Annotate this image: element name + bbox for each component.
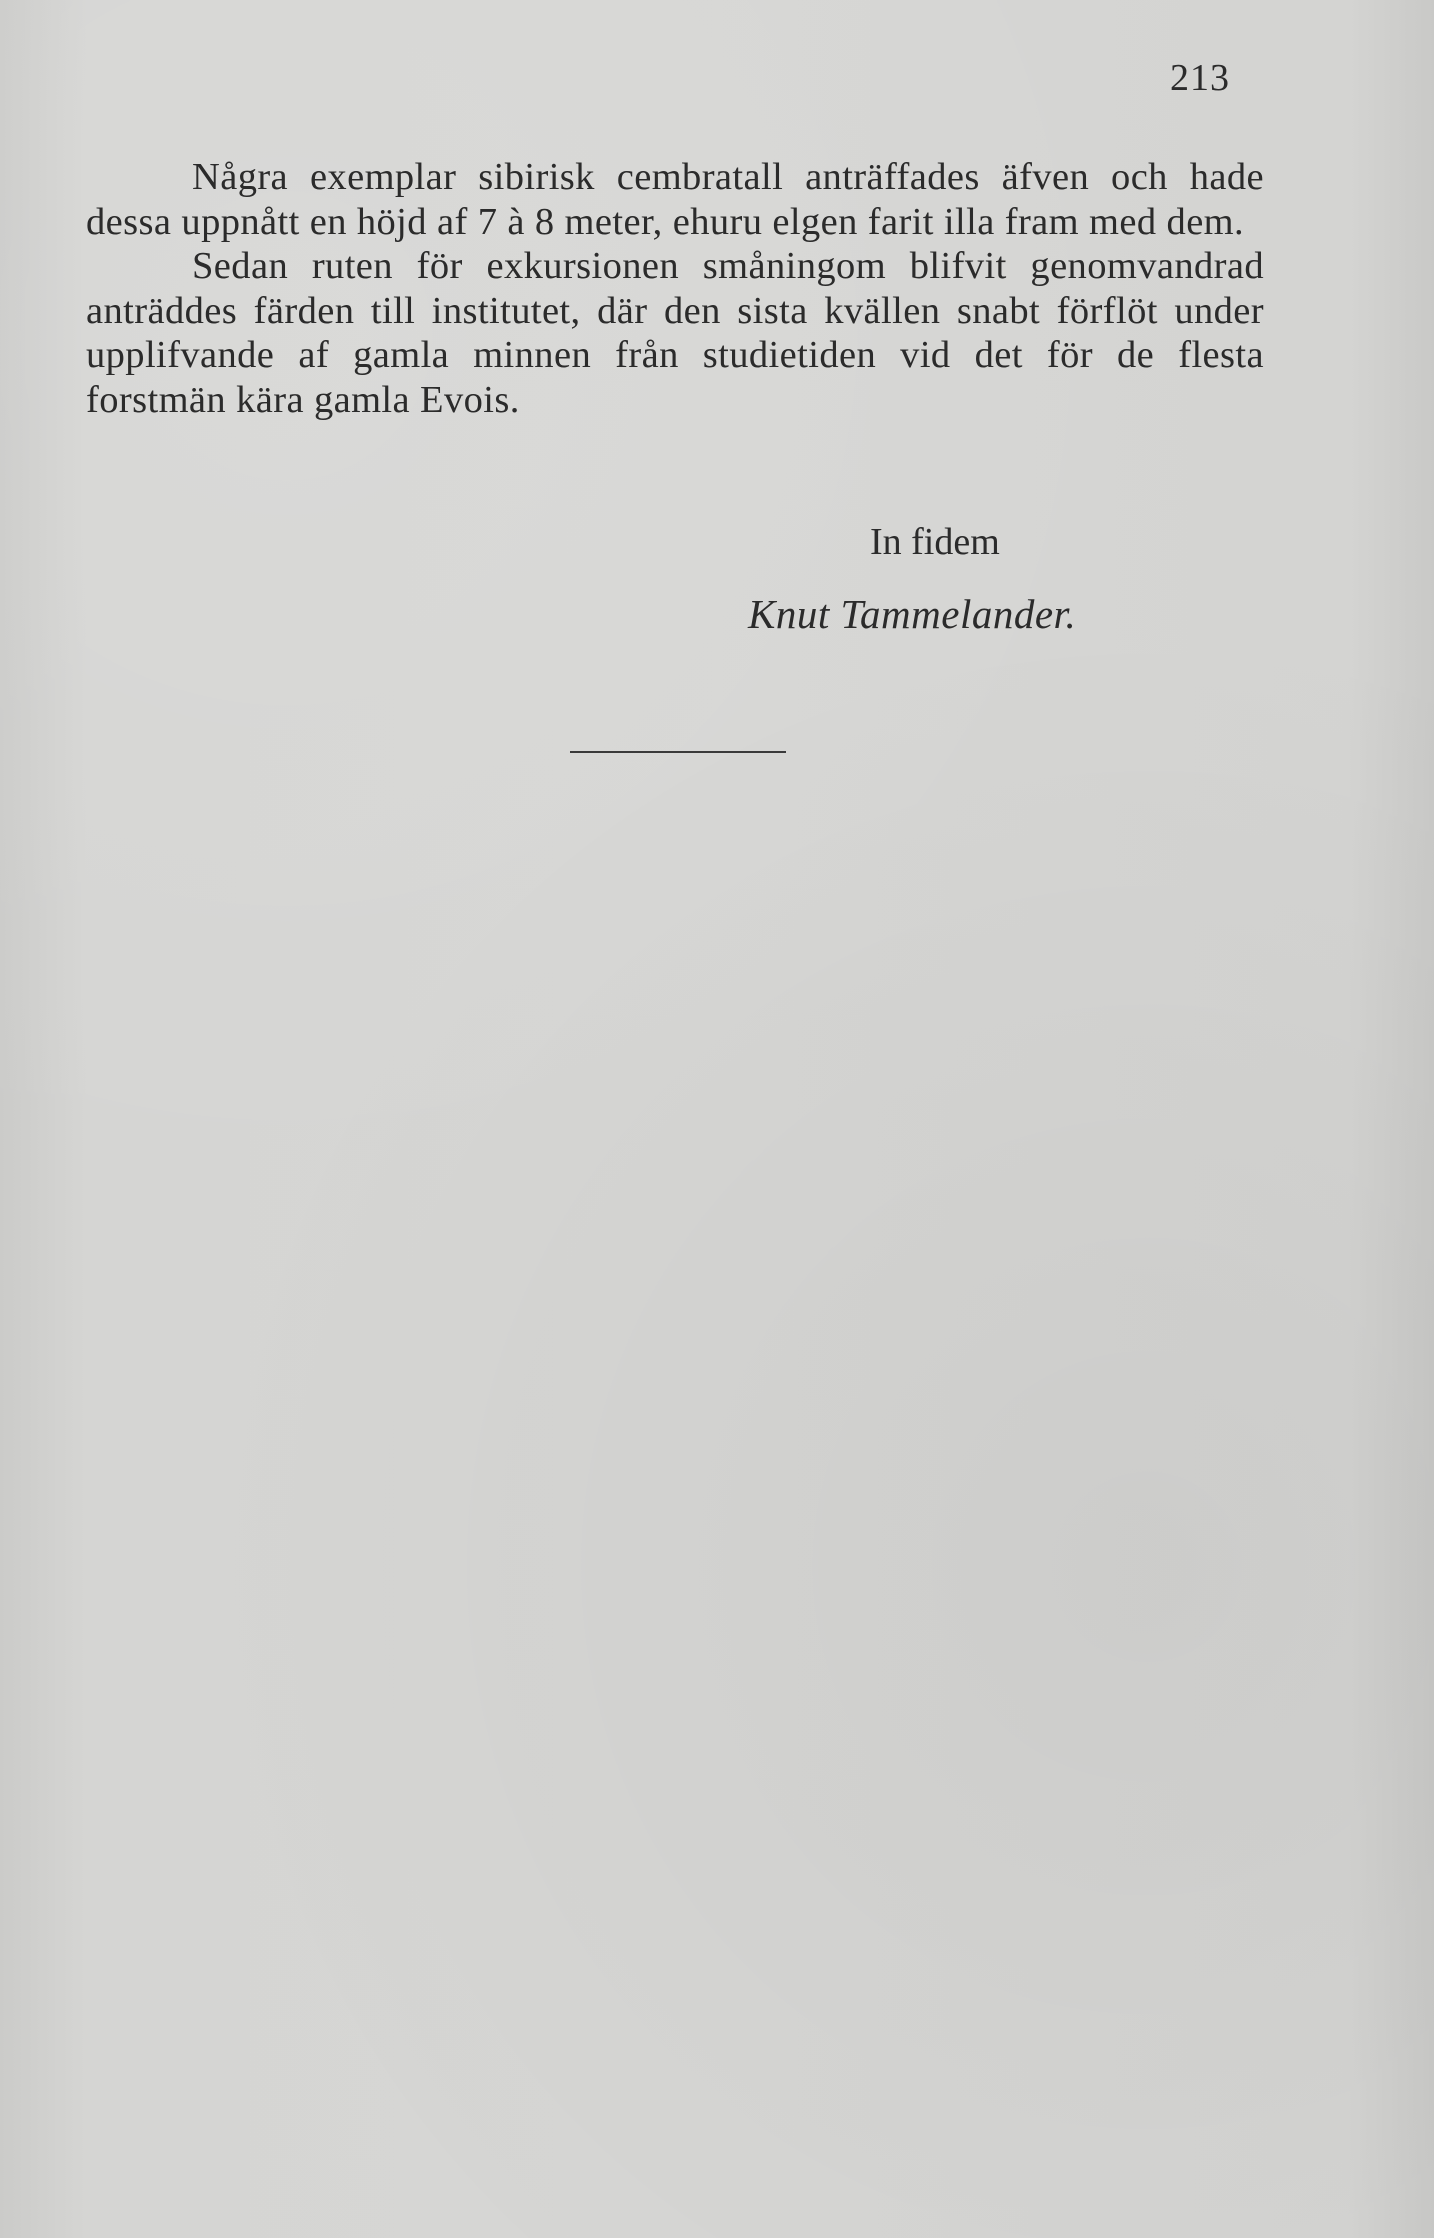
paragraph-1: Några exemplar sibirisk cembratall anträffades äfven och hade dessa uppnått en höjd af 7 à 8 meter, ehuru elgen farit illa fram med dem. bbox=[86, 156, 1264, 243]
author-signature: Knut Tammelander. bbox=[748, 591, 1077, 637]
body-text bbox=[86, 155, 1264, 422]
end-rule-divider bbox=[570, 751, 786, 753]
page-number: 213 bbox=[1170, 57, 1230, 99]
closing-phrase: In fidem bbox=[870, 521, 1000, 563]
paragraph-2: Sedan ruten för exkursionen småningom blifvit genomvandrad anträddes färden till institutet, där den sista kvällen snabt förflöt under upplifvande af gamla minnen från studietiden vid det för de flesta forstmän kära gamla Evois. bbox=[86, 245, 1264, 421]
